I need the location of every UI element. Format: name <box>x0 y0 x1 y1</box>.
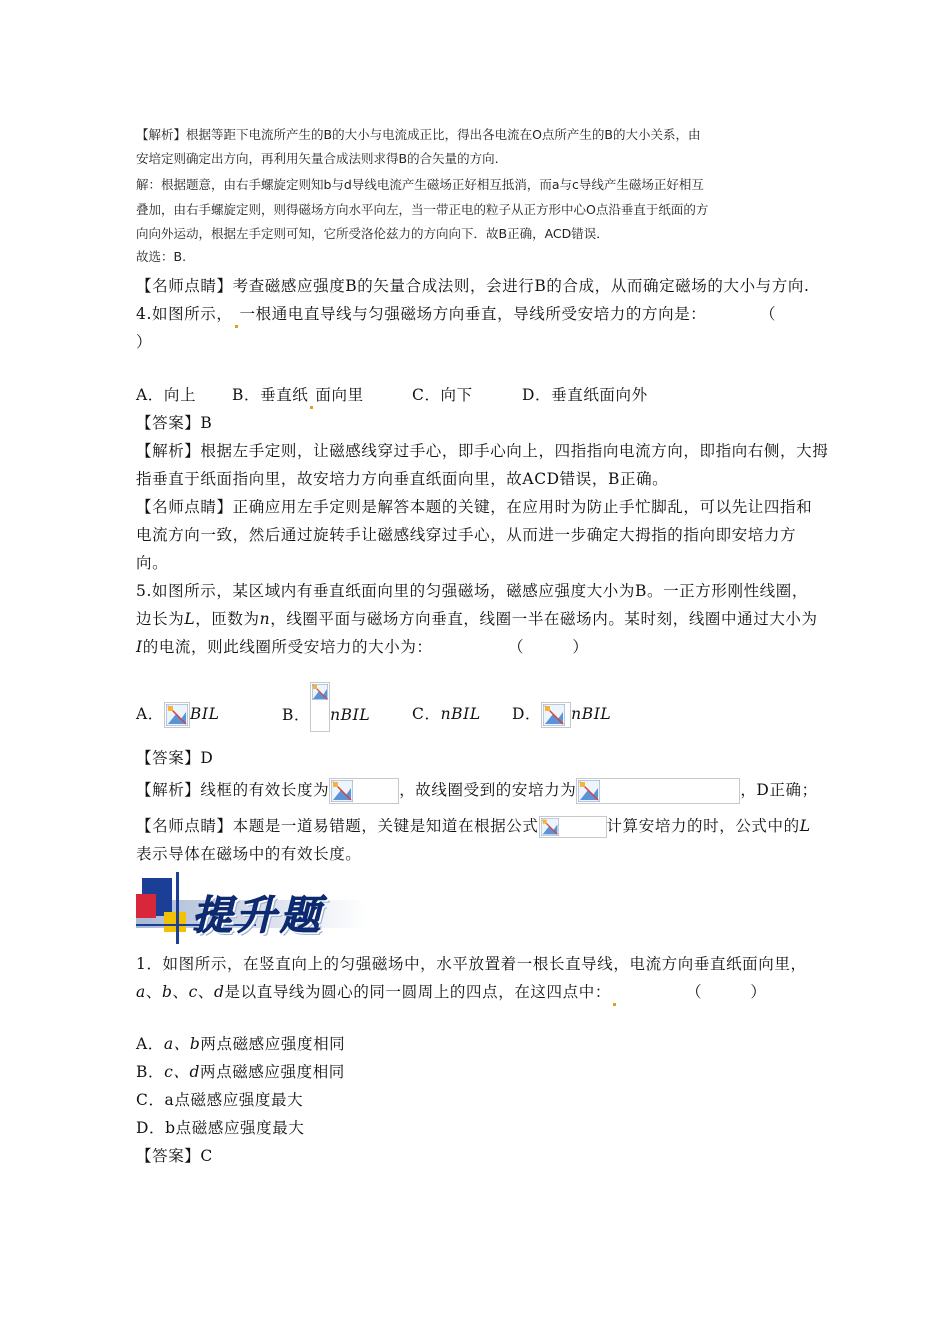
mark-dot <box>235 325 238 328</box>
q5-stem-line1: 5.如图所示，某区域内有垂直纸面向里的匀强磁场，磁感应强度大小为B。一正方形刚性线圈， <box>136 582 808 600</box>
adv1-option-b-label: B． <box>136 1063 165 1081</box>
adv1-text: 是以直导线为圆心的同一圆周上的四点，在这四点中： <box>224 983 611 1001</box>
q4-option-b-part2: 面向里 <box>315 386 364 404</box>
q5-stem-line3 <box>136 633 433 661</box>
formula-image-placeholder <box>576 778 740 804</box>
formula-image-placeholder <box>329 778 399 804</box>
q5-option-b-label: B． <box>282 706 311 724</box>
adv1-text: 、 <box>197 983 214 1001</box>
q5-option-c <box>412 700 481 728</box>
q5-text: 的电流，则此线圈所受安培力的大小为： <box>142 638 433 656</box>
adv1-paren: （ ） <box>686 983 767 1001</box>
q4-stem-c: 导线所受安培力的方向是： <box>513 305 707 323</box>
q5-option-d-formula: nBIL <box>571 705 612 723</box>
q5-paren: （ ） <box>508 638 589 656</box>
q5-var-I: I <box>136 638 143 656</box>
q5-option-a-formula: BIL <box>189 705 220 723</box>
q5-text: ，匝数为 <box>195 610 260 628</box>
q5-explanation-b: ，故线圈受到的安培力为 <box>399 781 577 799</box>
adv1-option-a-label: A． <box>136 1035 164 1053</box>
prev-solution-line2: 叠加，由右手螺旋定则，则得磁场方向水平向左，当一带正电的粒子从正方形中心O点沿垂直于纸面的方 <box>136 202 709 217</box>
adv1-option-b-text: 两点磁感应强度相同 <box>200 1063 345 1081</box>
adv1-option-a-text: 两点磁感应强度相同 <box>200 1035 346 1053</box>
q4-option-c: C．向下 <box>412 386 473 404</box>
adv1-text: 、 <box>145 983 162 1001</box>
q4-stem-b: 一根通电直导线与匀强磁场方向垂直， <box>239 305 514 323</box>
q5-text: ，线圈平面与磁场方向垂直，线圈一半在磁场内。某时刻，线圈中通过大小为 <box>270 610 818 628</box>
q5-option-c-formula: nBIL <box>440 705 481 723</box>
adv1-var-d: d <box>213 983 225 1001</box>
adv1-option-d: D．b点磁感应强度最大 <box>136 1119 305 1137</box>
q4-tip-line1: 【名师点睛】正确应用左手定则是解答本题的关键，在应用时为防止手忙脚乱，可以先让四指和 <box>136 498 813 516</box>
adv1-text: 、 <box>172 983 189 1001</box>
adv1-option-a-vars: a、b <box>163 1035 201 1053</box>
q4-option-d: D．垂直纸面向外 <box>522 386 648 404</box>
q5-var-L: L <box>184 610 196 628</box>
mark-dot <box>310 406 313 409</box>
q4-stem-a: 4.如图所示， <box>136 305 233 323</box>
q5-text: 边长为 <box>136 610 185 628</box>
adv1-option-c: C．a点磁感应强度最大 <box>136 1091 304 1109</box>
q4-tip-line2: 电流方向一致，然后通过旋转手让磁感线穿过手心，从而进一步确定大拇指的指向即安培力方 <box>136 526 797 544</box>
q5-option-d <box>512 700 611 728</box>
mark-dot <box>613 1003 616 1006</box>
prev-tip: 【名师点睛】考查磁感应强度B的矢量合成法则，会进行B的合成，从而确定磁场的大小与方向. <box>136 277 810 295</box>
prev-solution-line1: 解：根据题意，由右手螺旋定则知b与d导线电流产生磁场正好相互抵消，而a与c导线产生磁场正好相互 <box>136 177 704 192</box>
formula-image-placeholder <box>541 702 571 728</box>
q5-explanation-a: 【解析】线框的有效长度为 <box>136 781 330 799</box>
q5-option-b <box>282 700 370 732</box>
prev-analysis-line2: 安培定则确定出方向，再利用矢量合成法则求得B的合矢量的方向. <box>136 151 499 166</box>
adv1-var-c: c <box>188 983 198 1001</box>
q5-explanation <box>136 776 818 804</box>
q4-option-b <box>232 381 364 409</box>
adv1-answer: 【答案】C <box>136 1147 213 1165</box>
adv1-option-b <box>136 1058 345 1086</box>
q5-tip-line2: 表示导体在磁场中的有效长度。 <box>136 845 362 863</box>
q5-stem-line2 <box>136 605 818 633</box>
q5-option-b-formula: nBIL <box>330 706 371 724</box>
q4-stem <box>136 300 706 328</box>
prev-analysis-line1: 【解析】根据等距下电流所产生的B的大小与电流成正比，得出各电流在O点所产生的B的大小关系，由 <box>136 127 701 142</box>
prev-solution-line3: 向向外运动，根据左手定则可知，它所受洛伦兹力的方向向下．故B正确，ACD错误． <box>136 226 609 241</box>
q5-tip-line1 <box>136 812 811 840</box>
q4-answer: 【答案】B <box>136 414 213 432</box>
adv1-var-b: b <box>161 983 173 1001</box>
q5-option-c-label: C． <box>412 705 441 723</box>
adv1-option-b-vars: c、d <box>164 1063 200 1081</box>
q5-tip-a: 【名师点睛】本题是一道易错题，关键是知道在根据公式 <box>136 817 539 835</box>
adv1-option-a <box>136 1030 345 1058</box>
formula-image-placeholder <box>539 816 607 838</box>
q4-option-b-part1: B．垂直纸 <box>232 386 309 404</box>
q4-tip-line3: 向。 <box>136 554 169 572</box>
q4-paren-close: ） <box>136 333 153 351</box>
q5-var-n: n <box>259 610 271 628</box>
q5-option-a <box>136 700 220 728</box>
q5-explanation-c: ，D正确； <box>740 781 818 799</box>
q5-tip-var: L <box>799 817 811 835</box>
q5-option-d-label: D． <box>512 705 542 723</box>
q4-paren-open: （ <box>760 305 777 323</box>
adv1-stem-line1: 1．如图所示，在竖直向上的匀强磁场中，水平放置着一根长直导线，电流方向垂直纸面向里， <box>136 955 807 973</box>
q4-option-a: A．向上 <box>136 386 197 404</box>
q5-tip-b: 计算安培力的时，公式中的 <box>606 817 800 835</box>
q5-answer: 【答案】D <box>136 749 214 767</box>
adv1-var-a: a <box>136 983 146 1001</box>
prev-choice: 故选：B. <box>136 249 187 264</box>
formula-image-placeholder <box>310 682 330 732</box>
section-banner <box>136 872 366 944</box>
q5-option-a-label: A． <box>136 705 164 723</box>
q4-explanation-line2: 指垂直于纸面指向里，故安培力方向垂直纸面向里，故ACD错误，B正确。 <box>136 470 669 488</box>
adv1-stem-line2 <box>136 978 618 1006</box>
q4-explanation-line1: 【解析】根据左手定则，让磁感线穿过手心，即手心向上，四指指向电流方向，即指向右侧，大拇 <box>136 442 829 460</box>
banner-title: 提升题 <box>192 893 324 939</box>
formula-image-placeholder <box>164 702 190 728</box>
